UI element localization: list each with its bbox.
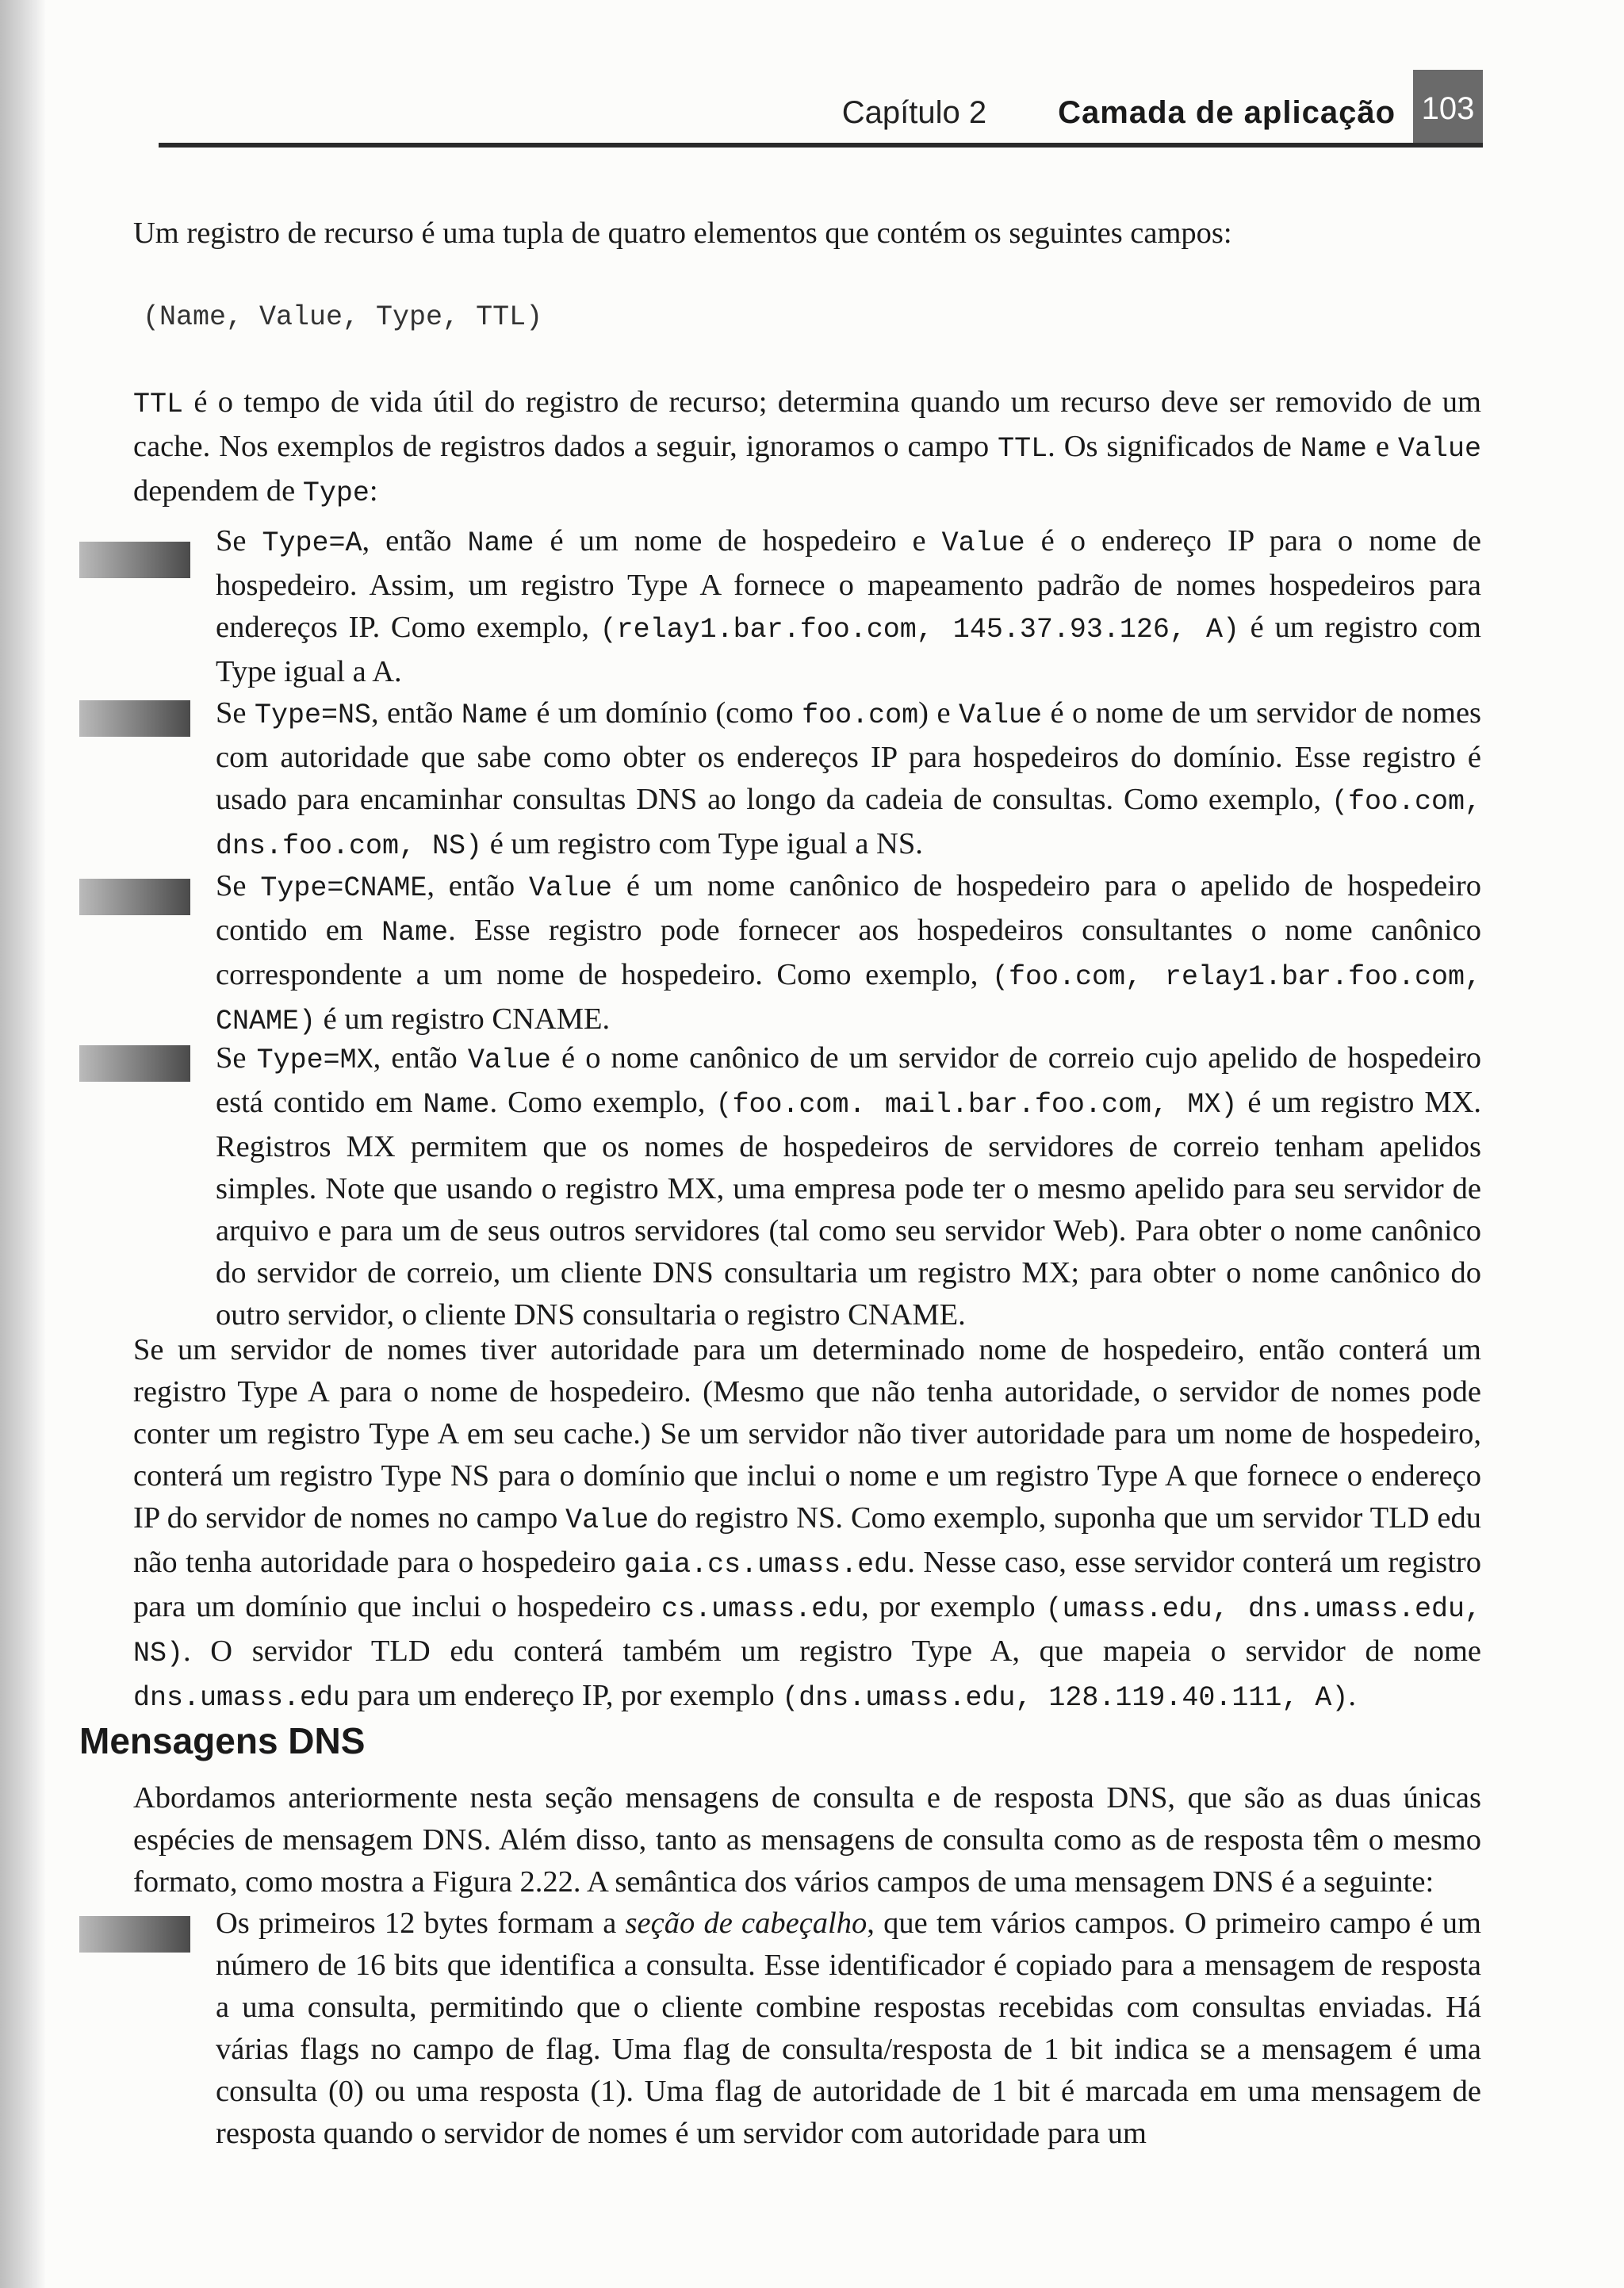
bullet-type-mx: Se Type=MX, então Value é o nome canônico de um servidor de correio cujo apelido de hospedeiro está contido em Name. Como exemplo, (foo.com. mail.bar.foo.com, MX) é um registro MX. Registros MX permitem que os nomes de hospedeiros de servidores de correio tenham apelidos simples. Note que usando o registro MX, uma empresa pode ter o mesmo apelido para seu servidor de arquivo e para um de seus outros servidores (tal como seu servidor Web). Para obter o nome canônico do servidor de correio, um cliente DNS consultaria um registro MX; para obter o nome canônico do outro servidor, o cliente DNS consultaria o registro CNAME. bbox=[216, 1041, 1482, 1332]
running-header bbox=[793, 89, 1396, 136]
messages-paragraph: Abordamos anteriormente nesta seção mensagens de consulta e de resposta DNS, que são as duas únicas espécies de mensagem DNS. Além disso, tanto as mensagens de consulta como as de resposta têm o mesmo formato, como mostra a Figura 2.22. A semântica dos vários campos de uma mensagem DNS é a seguinte: bbox=[133, 1781, 1481, 1899]
chapter-label: Capítulo 2 bbox=[841, 94, 987, 130]
intro-paragraph: Um registro de recurso é uma tupla de quatro elementos que contém os seguintes campos: bbox=[133, 217, 1232, 250]
rr-tuple-code: (Name, Value, Type, TTL) bbox=[143, 301, 543, 333]
bullet-marker bbox=[79, 1916, 190, 1953]
bullet-marker bbox=[79, 700, 190, 737]
bullet-marker bbox=[79, 542, 190, 578]
section-heading: Mensagens DNS bbox=[79, 1720, 366, 1761]
bullet-type-ns: Se Type=NS, então Name é um domínio (como foo.com) e Value é o nome de um servidor de nomes com autoridade que sabe como obter os endereços IP para hospedeiros do domínio. Esse registro é usado para encaminhar consultas DNS ao longo da cadeia de consultas. Como exemplo, (foo.com, dns.foo.com, NS) é um registro com Type igual a NS. bbox=[216, 696, 1482, 862]
header-rule bbox=[159, 143, 1483, 148]
authority-paragraph: Se um servidor de nomes tiver autoridade para um determinado nome de hospedeiro, então conterá um registro Type A para o nome de hospedeiro. (Mesmo que não tenha autoridade, o servidor de nomes pode conter um registro Type A em seu cache.) Se um servidor não tiver autoridade para um nome de hospedeiro, conterá um registro Type NS para o domínio que inclui o nome e um registro Type A que fornece o endereço IP do servidor de nomes no campo Value do registro NS. Como exemplo, suponha que um servidor TLD edu não tenha autoridade para o hospedeiro gaia.cs.umass.edu. Nesse caso, esse servidor conterá um registro para um domínio que inclui o hospedeiro cs.umass.edu, por exemplo (umass.edu, dns.umass.edu, NS). O servidor TLD edu conterá também um registro Type A, que mapeia o servidor de nome dns.umass.edu para um endereço IP, por exemplo (dns.umass.edu, 128.119.40.111, A). bbox=[133, 1333, 1482, 1714]
section-label: Camada de aplicação bbox=[1058, 94, 1396, 130]
bullet-type-a: Se Type=A, então Name é um nome de hospedeiro e Value é o endereço IP para o nome de hospedeiro. Assim, um registro Type A fornece o mapeamento padrão de nomes hospedeiros para endereços IP. Como exemplo, (relay1.bar.foo.com, 145.37.93.126, A) é um registro com Type igual a A. bbox=[216, 524, 1482, 688]
page-binding-shadow bbox=[0, 0, 46, 2288]
bullet-marker bbox=[79, 1045, 190, 1082]
bullet-header-section: Os primeiros 12 bytes formam a seção de cabeçalho, que tem vários campos. O primeiro campo é um número de 16 bits que identifica a consulta. Esse identificador é copiado para a mensagem de resposta a uma consulta, permitindo que o cliente combine respostas recebidas com consultas enviadas. Há várias flags no campo de flag. Uma flag de consulta/resposta de 1 bit indica se a mensagem é uma consulta (0) ou uma resposta (1). Uma flag de autoridade de 1 bit é marcada em uma mensagem de resposta quando o servidor de nomes é um servidor com autoridade para um bbox=[216, 1907, 1481, 2150]
bullet-type-cname: Se Type=CNAME, então Value é um nome canônico de hospedeiro para o apelido de hospedeiro contido em Name. Esse registro pode fornecer aos hospedeiros consultantes o nome canônico correspondente a um nome de hospedeiro. Como exemplo, (foo.com, relay1.bar.foo.com, CNAME) é um registro CNAME. bbox=[216, 869, 1482, 1037]
bullet-marker bbox=[79, 879, 190, 915]
ttl-paragraph: TTL é o tempo de vida útil do registro de recurso; determina quando um recurso deve ser removido de um cache. Nos exemplos de registros dados a seguir, ignoramos o campo TTL. Os significados de Name e Value dependem de Type: bbox=[133, 385, 1482, 509]
page-number: 103 bbox=[1413, 70, 1483, 148]
